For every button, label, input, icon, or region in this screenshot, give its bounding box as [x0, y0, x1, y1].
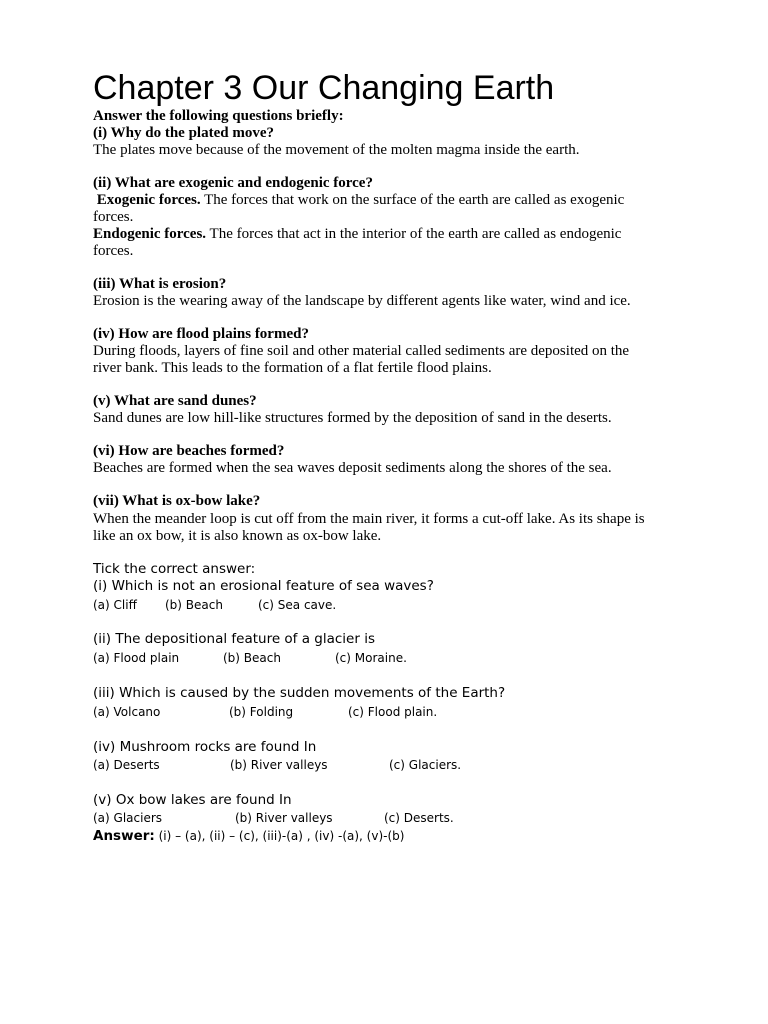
- answer-line: The plates move because of the movement of the molten magma inside the earth.: [93, 142, 580, 158]
- answer-line: like an ox bow, it is also known as ox-bow lake.: [93, 528, 382, 544]
- mcq-option[interactable]: (c) Glaciers.: [389, 758, 462, 772]
- mcq-option[interactable]: (c) Sea cave.: [258, 598, 337, 612]
- mcq-option[interactable]: (c) Flood plain.: [348, 705, 438, 719]
- answer-line: Beaches are formed when the sea waves deposit sediments along the shores of the sea.: [93, 460, 612, 476]
- answer-line: Erosion is the wearing away of the landscape by different agents like water, wind and ice.: [93, 293, 631, 309]
- mcq-option[interactable]: (b) River valleys: [230, 758, 328, 772]
- question: (vi) How are beaches formed?: [93, 443, 285, 459]
- mcq-option[interactable]: (a) Cliff: [93, 598, 137, 612]
- mcq-option[interactable]: (c) Moraine.: [335, 651, 407, 665]
- mcq-option[interactable]: (b) Folding: [229, 705, 294, 719]
- answer-line: Exogenic forces. The forces that work on the surface of the earth are called as exogenic: [96, 192, 625, 208]
- question: (ii) What are exogenic and endogenic force?: [93, 175, 373, 191]
- mcq-option[interactable]: (a) Volcano: [93, 705, 161, 719]
- mcq-question: (iii) Which is caused by the sudden movements of the Earth?: [93, 685, 506, 701]
- answer-line: Sand dunes are low hill-like structures formed by the deposition of sand in the deserts.: [93, 410, 612, 426]
- mcq-option[interactable]: (c) Deserts.: [384, 811, 454, 825]
- question: (iv) How are flood plains formed?: [93, 326, 309, 342]
- answer-line: river bank. This leads to the formation of a flat fertile flood plains.: [93, 360, 492, 376]
- mcq-option[interactable]: (b) Beach: [223, 651, 281, 665]
- page-title: Chapter 3 Our Changing Earth: [93, 69, 555, 107]
- question: (v) What are sand dunes?: [93, 393, 257, 409]
- mcq-question: (v) Ox bow lakes are found In: [93, 792, 292, 808]
- answer-line: forces.: [93, 209, 134, 225]
- mcq-option[interactable]: (a) Glaciers: [93, 811, 163, 825]
- answer-line: During floods, layers of fine soil and other material called sediments are deposited on the: [93, 343, 630, 359]
- answer-key: Answer: (i) – (a), (ii) – (c), (iii)-(a) , (iv) -(a), (v)-(b): [93, 828, 405, 844]
- mcq-question: (i) Which is not an erosional feature of sea waves?: [93, 578, 434, 594]
- answer-line: forces.: [93, 243, 134, 259]
- mcq-question: (iv) Mushroom rocks are found In: [93, 739, 317, 755]
- answer-line: Endogenic forces. The forces that act in the interior of the earth are called as endogenic: [93, 226, 622, 242]
- mcq-option[interactable]: (b) River valleys: [235, 811, 333, 825]
- question: (i) Why do the plated move?: [93, 125, 274, 141]
- mcq-option[interactable]: (b) Beach: [165, 598, 223, 612]
- mcq-option[interactable]: (a) Deserts: [93, 758, 160, 772]
- mcq-option[interactable]: (a) Flood plain: [93, 651, 180, 665]
- mcq-question: (ii) The depositional feature of a glacier is: [93, 631, 375, 647]
- section-heading: Answer the following questions briefly:: [93, 108, 344, 124]
- section-heading: Tick the correct answer:: [93, 561, 256, 577]
- question: (iii) What is erosion?: [93, 276, 227, 292]
- question: (vii) What is ox-bow lake?: [93, 493, 261, 509]
- answer-line: When the meander loop is cut off from the main river, it forms a cut-off lake. As its shape is: [93, 511, 645, 527]
